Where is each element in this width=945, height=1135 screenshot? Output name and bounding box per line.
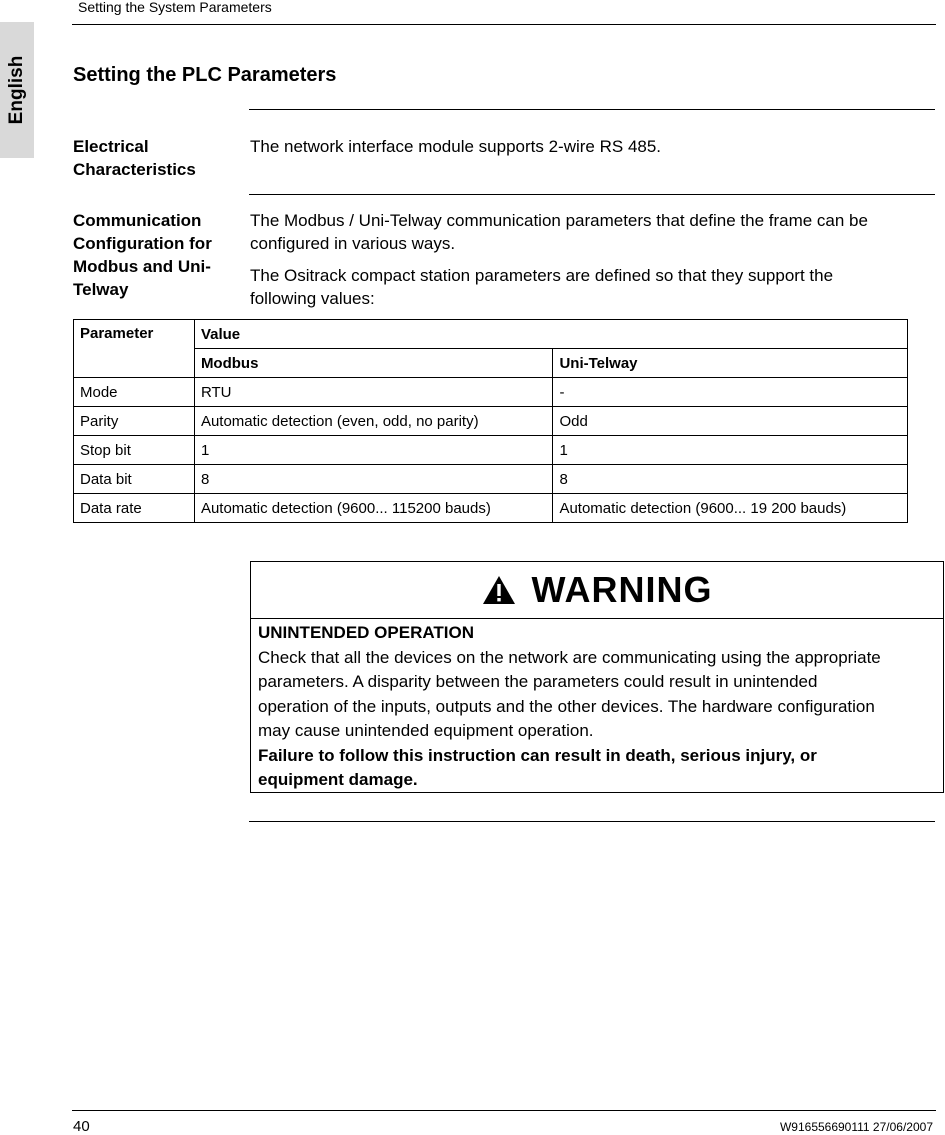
document-reference: W916556690111 27/06/2007 (779, 1120, 933, 1134)
warning-box (250, 561, 944, 793)
communication-para1-line2: configured in various ways. (250, 234, 456, 253)
electrical-heading (73, 135, 196, 181)
warning-line4: may cause unintended equipment operation. (258, 721, 594, 740)
header-rule (72, 24, 936, 25)
communication-heading (73, 209, 212, 301)
language-tab-label: English (6, 55, 27, 125)
page-title: Setting the PLC Parameters (73, 64, 337, 86)
cell-unitelway: - (553, 378, 908, 407)
cell-modbus: 8 (194, 465, 553, 494)
warning-content (251, 619, 943, 793)
table-row (74, 378, 908, 407)
subheader-modbus: Modbus (194, 349, 553, 378)
communication-paragraph-1 (250, 209, 868, 255)
footer-rule (72, 1110, 936, 1111)
cell-parameter: Data rate (74, 494, 195, 523)
cell-modbus: RTU (194, 378, 553, 407)
warning-consequence-line1: Failure to follow this instruction can result in death, serious injury, or (258, 745, 817, 765)
parameter-table (73, 319, 908, 523)
communication-heading-line4: Telway (73, 280, 129, 299)
cell-parameter: Data bit (74, 465, 195, 494)
section-rule-communication (249, 194, 935, 195)
section-end-rule (249, 821, 935, 822)
table-subheader-row (74, 349, 908, 378)
table-header-row (74, 320, 908, 349)
warning-subtitle: UNINTENDED OPERATION (258, 623, 474, 642)
electrical-heading-line2: Characteristics (73, 160, 196, 179)
cell-modbus: 1 (194, 436, 553, 465)
warning-header (251, 562, 943, 619)
warning-line3: operation of the inputs, outputs and the other devices. The hardware configuration (258, 696, 875, 716)
cell-parameter: Parity (74, 407, 195, 436)
page-number: 40 (73, 1118, 90, 1135)
cell-unitelway: Automatic detection (9600... 19 200 bauds) (553, 494, 908, 523)
warning-consequence-line2: equipment damage. (258, 770, 418, 789)
warning-line1: Check that all the devices on the network are communicating using the appropriate (258, 647, 881, 667)
cell-unitelway: 1 (553, 436, 908, 465)
communication-heading-line1: Communication (73, 211, 202, 230)
table-row (74, 407, 908, 436)
electrical-heading-line1: Electrical (73, 137, 149, 156)
subheader-unitelway: Uni-Telway (553, 349, 908, 378)
table-row (74, 465, 908, 494)
header-value: Value (194, 320, 907, 349)
communication-para2-line1: The Ositrack compact station parameters are defined so that they support the (250, 266, 834, 285)
communication-para1-line1: The Modbus / Uni-Telway communication parameters that define the frame can be (250, 211, 868, 230)
language-tab (0, 22, 34, 158)
cell-unitelway: 8 (553, 465, 908, 494)
table-row (74, 494, 908, 523)
warning-line2: parameters. A disparity between the parameters could result in unintended (258, 672, 818, 691)
cell-parameter: Mode (74, 378, 195, 407)
cell-modbus: Automatic detection (9600... 115200 bauds) (194, 494, 553, 523)
cell-parameter: Stop bit (74, 436, 195, 465)
electrical-text: The network interface module supports 2-wire RS 485. (250, 137, 662, 156)
warning-triangle-icon (482, 575, 516, 605)
communication-para2-line2: following values: (250, 289, 375, 308)
cell-modbus: Automatic detection (even, odd, no parity) (194, 407, 553, 436)
cell-unitelway: Odd (553, 407, 908, 436)
communication-paragraph-2 (250, 264, 833, 310)
communication-heading-line3: Modbus and Uni- (73, 257, 211, 276)
warning-title: WARNING (531, 569, 713, 610)
communication-heading-line2: Configuration for (73, 234, 212, 253)
table-row (74, 436, 908, 465)
running-header: Setting the System Parameters (78, 0, 272, 15)
header-parameter: Parameter (74, 320, 195, 378)
section-rule-electrical (249, 109, 935, 110)
